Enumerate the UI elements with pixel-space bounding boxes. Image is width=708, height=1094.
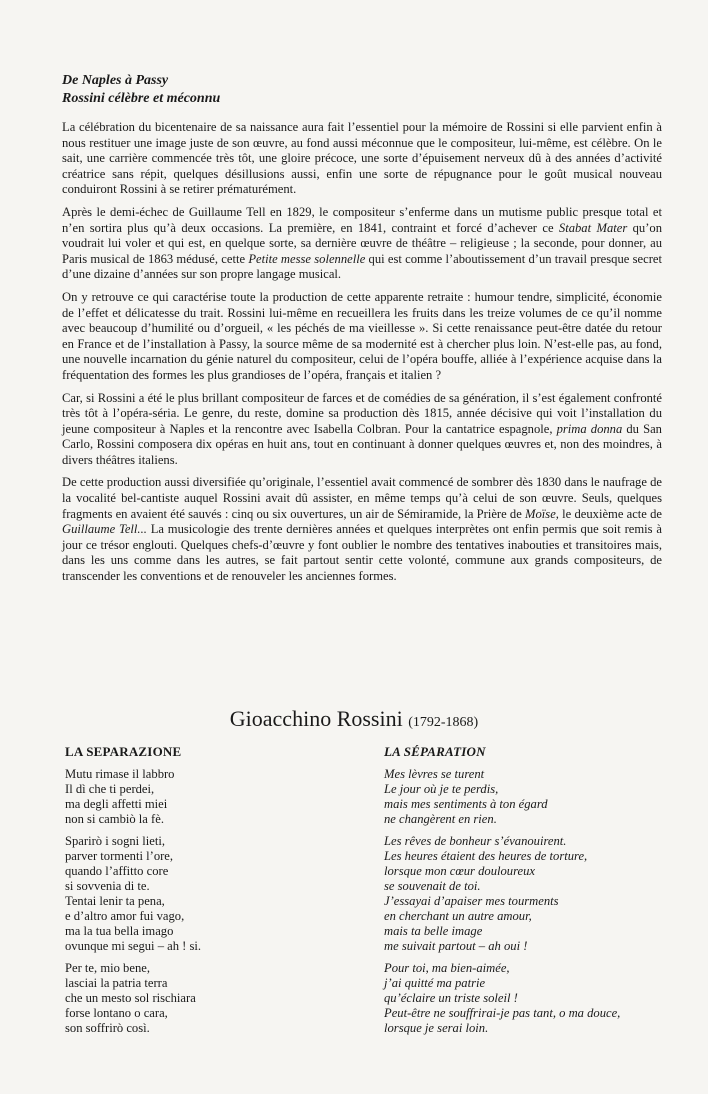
lyric-line: j’ai quitté ma patrie [384, 976, 486, 990]
work-title-moise: Moïse, [525, 506, 559, 521]
italian-stanza-1 [65, 767, 335, 827]
french-stanza-1 [384, 767, 684, 827]
work-title-guillaume-tell: Guillaume Tell... [62, 522, 147, 537]
french-stanza-3 [384, 961, 684, 1036]
essay-paragraph-1: La célébration du bicentenaire de sa naissance aura fait l’essentiel pour la mémoire de Rossini si elle parvient enfin à nous restituer une image juste de son œuvre, au fond aussi méconnue que le compositeur, lui-même, est célèbre. On le sait, une carrière commencée très tôt, une gloire précoce, une sorte d’épuisement nerveux dû à des années d’activité créatrice sans répit, quelques désillusions aussi, enfin une sorte de répugnance pour le goût musical nouveau conduiront Rossini à se retirer prématurément. [62, 120, 662, 197]
italian-stanza-2 [65, 834, 335, 954]
lyric-line: lorsque je serai loin. [384, 1021, 489, 1035]
lyric-line: che un mesto sol rischiara [65, 991, 196, 1005]
essay-paragraph-2 [62, 205, 662, 283]
lyric-line: mais ta belle image [384, 924, 483, 938]
term-prima-donna: prima donna [556, 421, 623, 436]
essay-text-run: Car, si Rossini a été le plus brillant compositeur de farces et de comédies de sa génération, il s’est également confronté très tôt à l’opéra-séria. Le genre, du reste, domine sa production dès 1815, année décisive qui voit l’installation du jeune compositeur à Naples et la rencontre avec Isabella Colbran. Pour la cantatrice espagnole, [62, 390, 662, 436]
lyric-line: ne changèrent en rien. [384, 812, 497, 826]
essay-text-run: Après le demi-échec de Guillaume Tell en 1829, le compositeur s’enferme dans un mutisme public presque total et n’en sortira plus qu’à deux occasions. La première, en 1841, contraint et forcé d’achever ce [62, 204, 662, 235]
lyric-line: ovunque mi segui – ah ! si. [65, 939, 202, 953]
lyric-line: parver tormenti l’ore, [65, 849, 174, 863]
italian-lyrics [65, 744, 335, 1043]
french-stanza-2 [384, 834, 684, 954]
lyric-line: si sovvenia di te. [65, 879, 150, 893]
essay-text-run: du San Carlo, Rossini composera dix opéras en huit ans, tout en continuant à donner quelques œuvres et, non des moindres, à divers théâtres italiens. [62, 421, 662, 467]
lyric-line: mais mes sentiments à ton égard [384, 797, 548, 811]
lyric-line: Mes lèvres se turent [384, 767, 485, 781]
lyric-line: en cherchant un autre amour, [384, 909, 532, 923]
lyric-line: forse lontano o cara, [65, 1006, 168, 1020]
heading-line-2: Rossini célèbre et méconnu [62, 91, 221, 106]
italian-title: LA SEPARAZIONE [65, 744, 182, 759]
lyric-line: Les heures étaient des heures de torture, [384, 849, 588, 863]
essay-text [62, 120, 662, 592]
essay-paragraph-3: On y retrouve ce qui caractérise toute la production de cette apparente retraite : humour tendre, simplicité, économie de l’effet et délicatesse du trait. Rossini lui-même en recueillera les fruits dans les treize volumes de ce qu’il nomme avec beaucoup d’humilité ou d’orgueil, « les péchés de ma vieillesse ». Si cette renaissance peut-être datée du retour en France et de l’installation à Passy, la source même de sa modernité est à chercher plus loin. N’est-elle pas, au fond, une nouvelle incarnation du génie naturel du compositeur, celui de l’opéra bouffe, alliée à l’expérience acquise dans la fréquentation des formes les plus grandioses de l’opéra, français et italien ? [62, 289, 662, 382]
french-title: LA SÉPARATION [384, 744, 486, 759]
lyric-line: ma degli affetti miei [65, 797, 168, 811]
lyric-line: se souvenait de toi. [384, 879, 481, 893]
lyric-line: qu’éclaire un triste soleil ! [384, 991, 518, 1005]
lyric-line: Peut-être ne souffrirai-je pas tant, o ma douce, [384, 1006, 621, 1020]
lyric-line: lorsque mon cœur douloureux [384, 864, 535, 878]
lyric-line: ma la tua bella imago [65, 924, 174, 938]
lyric-line: Mutu rimase il labbro [65, 767, 175, 781]
essay-text-run: le deuxième acte de [558, 506, 662, 521]
lyric-line: Pour toi, ma bien-aimée, [384, 961, 510, 975]
lyric-line: Per te, mio bene, [65, 961, 150, 975]
essay-text-run: La musicologie des trente dernières années et quelques interprètes ont enfin permis que soit remis à jour ce trésor englouti. Quelques chefs-d’œuvre y font oublier le nombre des tentatives inabouties et transitoires mais, dans les uns comme dans les autres, se fait partout sentir cette volonté, commune aux grands compositeurs, de transcender les conventions et de renouveler les anciennes formes. [62, 522, 662, 584]
lyric-line: me suivait partout – ah oui ! [384, 939, 528, 953]
essay-text-run: De cette production aussi diversifiée qu’originale, l’essentiel avait commencé de sombrer dès 1830 dans le naufrage de la vocalité bel-cantiste auquel Rossini avait dû assister, en même temps qu’à celui de son œuvre. Seuls, quelques fragments en avaient été sauvés : cinq ou six ouvertures, un air de Sémiramide, la Prière de [62, 475, 662, 521]
lyric-line: quando l’affitto core [65, 864, 169, 878]
lyric-line: Sparirò i sogni lieti, [65, 834, 166, 848]
work-title-petite-messe: Petite messe solennelle [248, 251, 366, 266]
composer-name: Gioacchino Rossini [229, 706, 403, 731]
italian-stanza-3 [65, 961, 335, 1036]
composer-dates: (1792-1868) [408, 715, 479, 730]
french-lyrics [384, 744, 684, 1043]
lyric-line: lasciai la patria terra [65, 976, 168, 990]
lyric-line: J’essayai d’apaiser mes tourments [384, 894, 559, 908]
heading-line-1: De Naples à Passy [62, 73, 169, 88]
lyric-line: Les rêves de bonheur s’évanouirent. [384, 834, 567, 848]
lyric-line: Le jour où je te perdis, [384, 782, 499, 796]
lyric-line: Tentai lenir ta pena, [65, 894, 165, 908]
lyric-line: e d’altro amor fui vago, [65, 909, 185, 923]
work-title-stabat-mater: Stabat Mater [558, 220, 628, 235]
lyric-line: son soffrirò così. [65, 1021, 150, 1035]
essay-text-run: qui est comme l’aboutissement d’un travail presque secret d’une dizaine d’années sur son propre langage musical. [62, 251, 662, 282]
composer-heading [0, 706, 708, 736]
section-heading [62, 72, 220, 108]
lyric-line: Il dì che ti perdei, [65, 782, 155, 796]
lyric-line: non si cambiò la fè. [65, 812, 164, 826]
essay-text-run: qu’on voudrait lui voler et qui est, en quelque sorte, sa dernière œuvre de théâtre – religieuse ; la seconde, pour donner, au Paris musical de 1863 médusé, cette [62, 220, 662, 266]
essay-paragraph-5 [62, 475, 662, 584]
essay-paragraph-4 [62, 391, 662, 469]
